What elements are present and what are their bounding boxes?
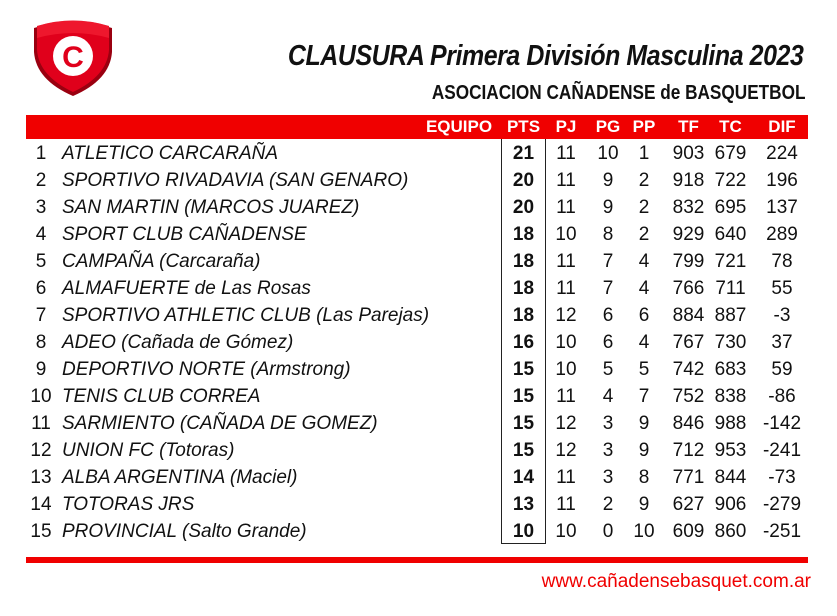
cell-pp: 8 [638, 467, 650, 488]
cell-pp: 6 [638, 305, 650, 326]
cell-tf: 884 [672, 305, 705, 326]
cell-tf: 918 [672, 170, 705, 191]
cell-pj: 11 [556, 197, 576, 218]
cell-team: ALBA ARGENTINA (Maciel) [62, 467, 298, 488]
cell-team: ALMAFUERTE de Las Rosas [62, 278, 311, 299]
cell-tc: 838 [714, 386, 747, 407]
cell-tf: 766 [672, 278, 705, 299]
cell-pj: 11 [556, 251, 576, 272]
table-row [26, 194, 808, 221]
cell-tc: 721 [714, 251, 747, 272]
cell-pos: 12 [30, 440, 52, 461]
cell-dif: -86 [768, 386, 796, 407]
cell-tf: 832 [672, 197, 705, 218]
cell-dif: -279 [762, 494, 802, 515]
cell-pp: 2 [638, 170, 650, 191]
cell-pts: 18 [512, 224, 535, 245]
cell-pos: 8 [35, 332, 47, 353]
cell-pg: 3 [602, 413, 614, 434]
cell-team: TOTORAS JRS [62, 494, 195, 515]
header-pg: PG [595, 117, 621, 136]
table-row [26, 410, 808, 437]
cell-dif: 137 [766, 197, 798, 218]
cell-pts: 18 [512, 251, 535, 272]
cell-team: ATLETICO CARCARAÑA [62, 143, 279, 164]
cell-pj: 11 [556, 143, 576, 164]
cell-team: DEPORTIVO NORTE (Armstrong) [62, 359, 351, 380]
cell-pos: 14 [30, 494, 52, 515]
cell-dif: 289 [766, 224, 798, 245]
cell-pp: 4 [638, 332, 650, 353]
table-row [26, 383, 808, 410]
cell-pts: 15 [512, 359, 535, 380]
cell-dif: 37 [771, 332, 793, 353]
cell-dif: -73 [768, 467, 796, 488]
cell-pos: 2 [35, 170, 47, 191]
cell-pts: 13 [512, 494, 535, 515]
cell-pg: 9 [602, 170, 614, 191]
cell-pg: 0 [602, 521, 614, 542]
cell-pos: 9 [35, 359, 47, 380]
table-row [26, 221, 808, 248]
cell-pj: 11 [556, 170, 576, 191]
header-pts: PTS [506, 117, 541, 136]
cell-dif: 196 [766, 170, 798, 191]
cell-pp: 9 [638, 440, 650, 461]
header-dif: DIF [768, 117, 796, 136]
table-row [26, 491, 808, 518]
cell-pp: 10 [633, 521, 655, 542]
table-row [26, 356, 808, 383]
cell-tc: 730 [714, 332, 747, 353]
cell-pts: 10 [512, 521, 535, 542]
page-title: CLAUSURA Primera División Masculina 2023 [287, 40, 803, 72]
cell-tf: 767 [672, 332, 705, 353]
cell-pg: 2 [602, 494, 614, 515]
header-tf: TF [678, 117, 699, 136]
cell-pg: 6 [602, 332, 614, 353]
cell-team: ADEO (Cañada de Gómez) [62, 332, 294, 353]
cell-pts: 18 [512, 278, 535, 299]
cell-dif: -3 [773, 305, 791, 326]
cell-tc: 695 [714, 197, 747, 218]
cell-tc: 711 [715, 278, 746, 299]
cell-team: UNION FC (Totoras) [62, 440, 235, 461]
cell-pos: 1 [35, 143, 47, 164]
cell-pj: 11 [556, 278, 576, 299]
cell-tf: 771 [672, 467, 705, 488]
cell-pp: 2 [638, 197, 650, 218]
cell-team: SAN MARTIN (MARCOS JUAREZ) [62, 197, 360, 218]
cell-dif: -241 [762, 440, 802, 461]
cell-pj: 10 [555, 521, 577, 542]
cell-tf: 742 [672, 359, 705, 380]
logo-letter: C [62, 41, 84, 74]
cell-tf: 752 [672, 386, 705, 407]
cell-tc: 679 [714, 143, 747, 164]
cell-pj: 10 [555, 332, 577, 353]
cell-pg: 6 [602, 305, 614, 326]
header-pp: PP [632, 117, 656, 136]
cell-pos: 15 [30, 521, 52, 542]
cell-pg: 9 [602, 197, 614, 218]
cell-pg: 8 [602, 224, 614, 245]
table-row [26, 248, 808, 275]
table-header [26, 115, 808, 139]
cell-team: SARMIENTO (CAÑADA DE GOMEZ) [62, 413, 378, 434]
cell-pj: 10 [555, 224, 577, 245]
cell-tf: 799 [672, 251, 705, 272]
cell-pj: 12 [555, 413, 577, 434]
cell-pos: 3 [35, 197, 47, 218]
cell-tc: 953 [714, 440, 747, 461]
cell-pts: 15 [512, 440, 535, 461]
cell-tc: 683 [714, 359, 747, 380]
cell-pg: 3 [602, 440, 614, 461]
cell-tc: 887 [714, 305, 747, 326]
cell-dif: -142 [762, 413, 802, 434]
cell-tc: 722 [714, 170, 747, 191]
cell-dif: 55 [771, 278, 793, 299]
table-row [26, 518, 808, 545]
cell-tc: 640 [714, 224, 747, 245]
table-row [26, 437, 808, 464]
cell-tc: 844 [714, 467, 747, 488]
cell-pj: 12 [555, 305, 577, 326]
table-row [26, 140, 808, 167]
cell-dif: 78 [771, 251, 793, 272]
cell-pj: 11 [556, 494, 576, 515]
cell-team: SPORTIVO RIVADAVIA (SAN GENARO) [62, 170, 409, 191]
cell-pts: 15 [512, 413, 535, 434]
club-shield-logo [30, 18, 116, 98]
cell-pos: 11 [31, 413, 51, 434]
cell-team: CAMPAÑA (Carcaraña) [62, 251, 261, 272]
cell-pg: 7 [602, 251, 614, 272]
cell-team: TENIS CLUB CORREA [62, 386, 261, 407]
cell-tc: 860 [714, 521, 747, 542]
cell-pj: 11 [556, 386, 576, 407]
cell-pg: 4 [602, 386, 614, 407]
cell-pj: 11 [556, 467, 576, 488]
table-row [26, 167, 808, 194]
cell-pp: 2 [638, 224, 650, 245]
cell-pts: 21 [512, 143, 535, 164]
cell-pos: 5 [35, 251, 47, 272]
cell-tc: 988 [714, 413, 747, 434]
cell-pts: 16 [512, 332, 535, 353]
cell-tf: 712 [672, 440, 705, 461]
cell-pg: 5 [602, 359, 614, 380]
cell-pp: 9 [638, 494, 650, 515]
cell-pts: 20 [512, 170, 535, 191]
cell-team: SPORTIVO ATHLETIC CLUB (Las Parejas) [62, 305, 430, 326]
cell-dif: 224 [766, 143, 798, 164]
cell-tf: 627 [672, 494, 705, 515]
cell-dif: 59 [771, 359, 793, 380]
cell-pos: 6 [35, 278, 47, 299]
cell-pos: 13 [30, 467, 52, 488]
bottom-divider [26, 557, 808, 563]
website-link[interactable]: www.cañadensebasquet.com.ar [541, 571, 811, 592]
cell-pp: 1 [638, 143, 650, 164]
cell-team: SPORT CLUB CAÑADENSE [62, 224, 307, 245]
cell-pj: 10 [555, 359, 577, 380]
cell-dif: -251 [762, 521, 802, 542]
cell-team: PROVINCIAL (Salto Grande) [62, 521, 307, 542]
cell-pos: 10 [30, 386, 52, 407]
cell-pp: 4 [638, 278, 650, 299]
table-row [26, 329, 808, 356]
page-subtitle: ASOCIACION CAÑADENSE de BASQUETBOL [431, 82, 805, 104]
cell-pts: 18 [512, 305, 535, 326]
table-row [26, 464, 808, 491]
cell-pg: 3 [602, 467, 614, 488]
cell-tf: 929 [672, 224, 705, 245]
header-team: EQUIPO [425, 117, 493, 136]
table-row [26, 302, 808, 329]
cell-pts: 20 [512, 197, 535, 218]
cell-pp: 9 [638, 413, 650, 434]
cell-pg: 10 [597, 143, 619, 164]
cell-pts: 14 [512, 467, 535, 488]
cell-pos: 7 [35, 305, 47, 326]
cell-tf: 609 [672, 521, 705, 542]
cell-pos: 4 [35, 224, 47, 245]
cell-tc: 906 [714, 494, 747, 515]
header-pj: PJ [555, 117, 577, 136]
table-row [26, 275, 808, 302]
cell-pp: 7 [638, 386, 650, 407]
cell-pp: 5 [638, 359, 650, 380]
cell-pj: 12 [555, 440, 577, 461]
cell-pts: 15 [512, 386, 535, 407]
cell-tf: 846 [672, 413, 705, 434]
cell-tf: 903 [672, 143, 705, 164]
cell-pg: 7 [602, 278, 614, 299]
header-tc: TC [719, 117, 742, 136]
cell-pp: 4 [638, 251, 650, 272]
